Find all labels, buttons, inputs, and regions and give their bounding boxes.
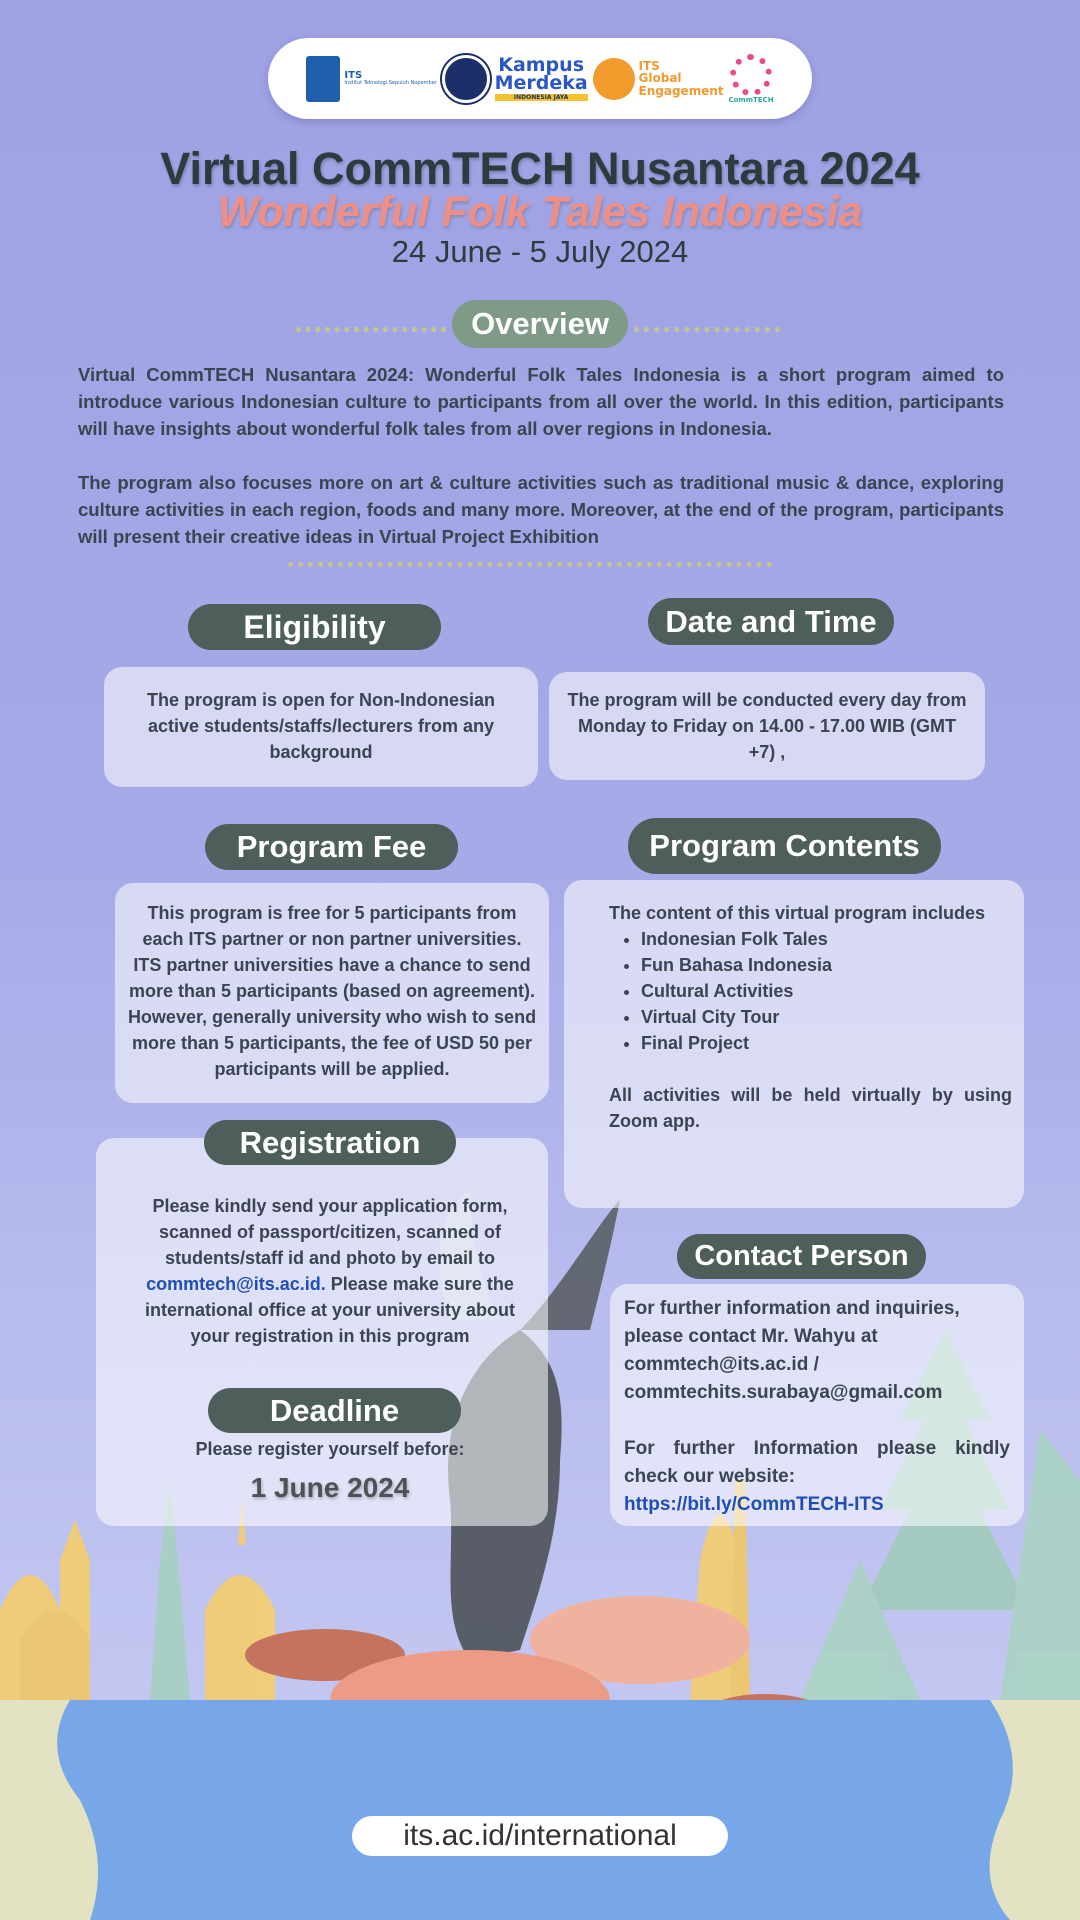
list-item: • Final Project (641, 1030, 1012, 1056)
kampus-merdeka-logo (494, 53, 588, 102)
overview-paragraph-1: Virtual CommTECH Nusantara 2024: Wonderful Folk Tales Indonesia is a short program aimed to introduce various Indonesian culture to participants from all over the world. In this edition, participants will have insights about wonderful folk tales from all over regions in Indonesia. (78, 364, 1004, 439)
commtech-logo (728, 54, 773, 104)
ge-line3: Engagement (638, 83, 724, 98)
list-item: • Cultural Activities (641, 978, 1012, 1004)
registration-text-after: Please make sure the international office at your university about your registration in this program (144, 1274, 516, 1346)
website-link[interactable]: https://bit.ly/CommTECH-ITS (624, 1494, 884, 1515)
global-engagement-logo (593, 58, 724, 100)
global-engagement-icon (593, 58, 635, 100)
program-contents-intro: The content of this virtual program includes (609, 903, 986, 923)
water (0, 1700, 1080, 1920)
contact-website-text: For further Information please kindly check our website: (624, 1438, 1010, 1487)
contact-text: For further information and inquiries, please contact Mr. Wahyu at commtech@its.ac.id / commtechits.surabaya@gmail.com (624, 1298, 960, 1403)
date-time-heading: Date and Time (648, 598, 894, 645)
kampus-merdeka-line1: Kampus (498, 53, 584, 76)
divider-dots-right (634, 327, 780, 332)
list-item: • Virtual City Tour (641, 1004, 1012, 1030)
its-emblem-icon (306, 56, 340, 102)
page-subtitle: Wonderful Folk Tales Indonesia (217, 188, 863, 236)
its-logo-name: ITS (344, 69, 363, 81)
its-logo (306, 56, 436, 102)
registration-heading: Registration (204, 1120, 456, 1165)
divider-dots-left (296, 327, 446, 332)
eligibility-text: The program is open for Non-Indonesian active students/staffs/lecturers from any background (146, 690, 495, 762)
kampus-merdeka-strip: INDONESIA JAYA (495, 94, 588, 102)
program-contents-heading: Program Contents (628, 818, 941, 874)
registration-text-before: Please kindly send your application form, scanned of passport/citizen, scanned of students/staff id and photo by email to (152, 1196, 508, 1268)
deadline-label: Please register yourself before: (195, 1439, 465, 1459)
commtech-ring-icon (730, 54, 772, 96)
eligibility-heading: Eligibility (188, 604, 441, 650)
program-fee-heading: Program Fee (205, 824, 458, 870)
overview-divider-bottom (288, 562, 772, 567)
contact-body (624, 1295, 1010, 1519)
page-title: Virtual CommTECH Nusantara 2024 (160, 143, 920, 194)
program-fee-text: This program is free for 5 participants from each ITS partner or non partner universities. ITS partner universities have a chance to send more than 5 participants (based on agreement). However, generally university who wish to send more than 5 participants, the fee of USD 50 per participants will be applied. (127, 903, 537, 1079)
list-item: • Indonesian Folk Tales (641, 926, 1012, 952)
ge-line2: Global (638, 71, 682, 86)
program-contents-list (609, 926, 1012, 1056)
ge-line1: ITS (638, 58, 660, 73)
contact-heading: Contact Person (677, 1234, 926, 1279)
program-contents-note: All activities will be held virtually by using Zoom app. (609, 1085, 1012, 1131)
its-seal-logo (442, 55, 490, 103)
registration-email-link[interactable]: commtech@its.ac.id. (146, 1274, 326, 1294)
footer-url[interactable]: its.ac.id/international (352, 1816, 728, 1856)
overview-heading: Overview (452, 300, 628, 348)
registration-text (126, 1193, 534, 1349)
program-contents-body (609, 900, 1012, 1134)
commtech-logo-label: CommTECH (728, 95, 774, 104)
deadline-heading: Deadline (208, 1388, 461, 1433)
overview-paragraph-2: The program also focuses more on art & culture activities such as traditional music & dance, exploring culture activities in each region, foods and many more. Moreover, at the end of the program, participants will present their creative ideas in Virtual Project Exhibition (78, 472, 1004, 547)
list-item: • Fun Bahasa Indonesia (641, 952, 1012, 978)
date-time-text: The program will be conducted every day from Monday to Friday on 14.00 - 17.00 WIB (GMT +7) , (567, 690, 967, 762)
deadline-date: 1 June 2024 (250, 1472, 410, 1503)
program-dates: 24 June - 5 July 2024 (391, 234, 689, 269)
its-logo-tagline: Institut Teknologi Sepuluh Nopember (344, 80, 437, 87)
partner-logo-bar (268, 38, 812, 119)
kampus-merdeka-line2: Merdeka (494, 71, 588, 94)
